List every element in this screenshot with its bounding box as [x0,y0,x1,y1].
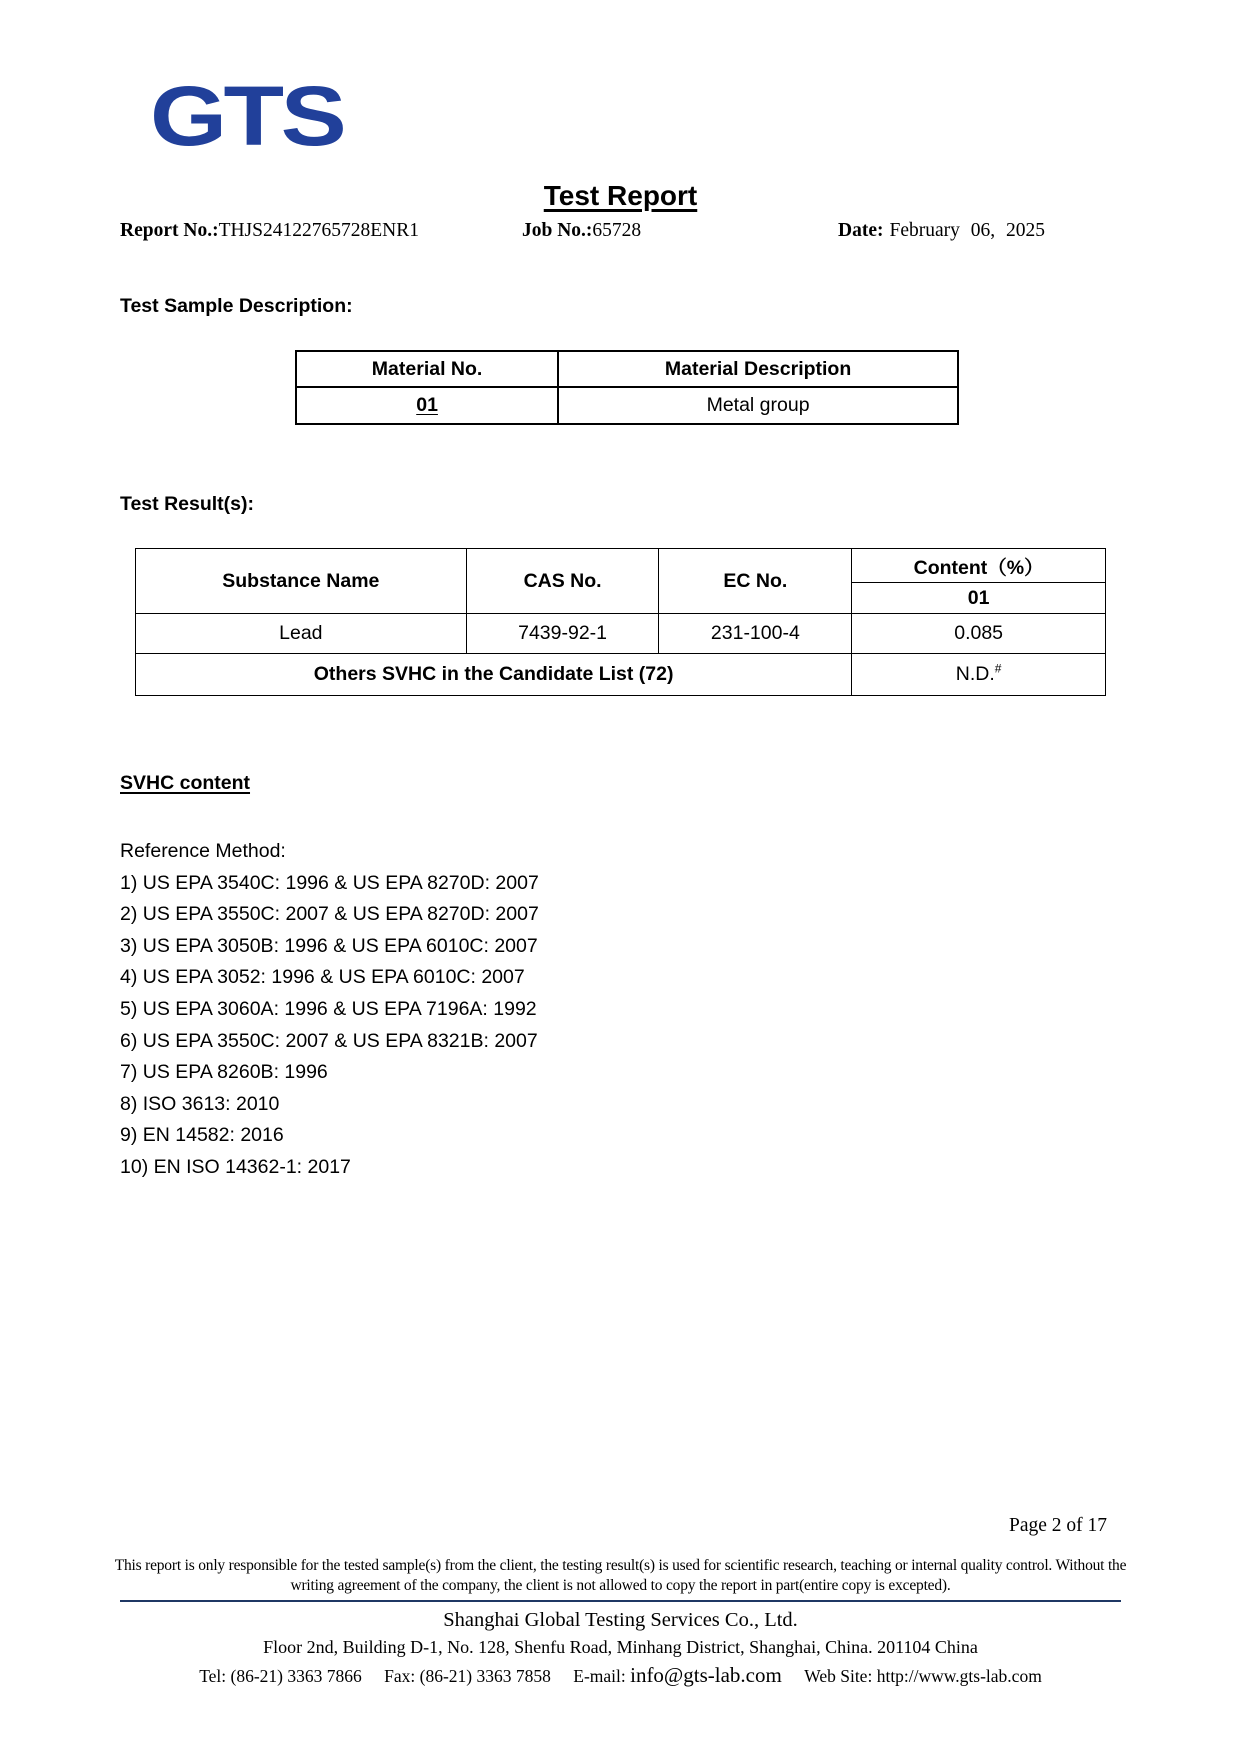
report-date-label: Date: [838,220,884,241]
footer-company-name: Shanghai Global Testing Services Co., Ltd. [443,1609,798,1631]
gts-logo: GTS [150,69,344,163]
material-description-cell: Metal group [558,387,958,424]
reference-method-item: 9) EN 14582: 2016 [120,1124,284,1147]
page-number: Page 2 of 17 [1008,1515,1107,1536]
reference-method-item: 5) US EPA 3060A: 1996 & US EPA 7196A: 1992 [120,997,537,1020]
table-row-others-svhc [136,654,1106,696]
report-meta-row [0,220,1241,250]
job-number [522,220,641,242]
content-value-cell: 0.085 [852,614,1106,654]
reference-method-item: 3) US EPA 3050B: 1996 & US EPA 6010C: 2007 [120,934,538,957]
footer-website [804,1666,1042,1686]
job-number-value: 65728 [592,220,642,241]
report-number-label: Report No.: [120,220,219,241]
footer-email-value: info@gts-lab.com [630,1663,782,1687]
ec-no-header: EC No. [659,549,852,614]
reference-method-item: 1) US EPA 3540C: 1996 & US EPA 8270D: 2007 [120,871,539,894]
reference-method-section [120,836,539,1184]
table-row [296,387,958,424]
report-date [838,220,1045,242]
footer-fax: Fax: (86-21) 3363 7858 [384,1666,551,1686]
reference-method-label: Reference Method: [120,840,286,862]
cas-no-cell: 7439-92-1 [466,614,659,654]
page-title: Test Report [543,180,698,211]
content-sample-01-header: 01 [852,583,1106,614]
test-results-heading: Test Result(s): [120,493,254,515]
footnote-marker: # [994,661,1002,676]
others-svhc-label-cell [136,654,852,696]
sample-description-table [295,350,959,425]
footer-contact-row [0,1663,1241,1688]
svhc-content-heading: SVHC content [120,772,251,794]
substance-name-cell: Lead [136,614,467,654]
material-no-value: 01 [416,394,438,416]
footer-email [573,1663,782,1687]
table-header-row [296,351,958,387]
job-number-label: Job No.: [522,220,593,241]
footer-tel: Tel: (86-21) 3363 7866 [199,1666,362,1686]
footer-address: Floor 2nd, Building D-1, No. 128, Shenfu Road, Minhang District, Shanghai, China. 201104 China [263,1637,978,1657]
material-no-cell [296,387,558,424]
content-percent-header: Content（%） [852,549,1106,583]
material-no-header: Material No. [296,351,558,387]
reference-method-item: 6) US EPA 3550C: 2007 & US EPA 8321B: 2007 [120,1029,538,1052]
material-description-header: Material Description [558,351,958,387]
footer-website-label: Web Site: [804,1666,873,1686]
reference-method-item: 8) ISO 3613: 2010 [120,1092,280,1115]
footer-email-label: E-mail: [573,1666,626,1686]
sample-description-heading: Test Sample Description: [120,295,353,317]
cas-no-header: CAS No. [466,549,659,614]
footer-divider [120,1600,1121,1602]
table-row [136,614,1106,654]
substance-name-header: Substance Name [136,549,467,614]
reference-method-item: 2) US EPA 3550C: 2007 & US EPA 8270D: 2007 [120,903,539,926]
footer-disclaimer: This report is only responsible for the tested sample(s) from the client, the testing result(s) is used for scientific research, teaching or internal quality control. Without the writing agreement of the company, the client is not allowed to copy the report in part(entire copy is excepted). [114,1557,1127,1594]
reference-method-item: 10) EN ISO 14362-1: 2017 [120,1155,351,1178]
others-svhc-value: N.D. [955,663,995,685]
reference-method-item: 7) US EPA 8260B: 1996 [120,1061,328,1084]
ec-no-cell: 231-100-4 [659,614,852,654]
test-results-table [135,548,1106,696]
reference-method-item: 4) US EPA 3052: 1996 & US EPA 6010C: 2007 [120,966,525,989]
report-number [120,220,419,242]
others-svhc-value-cell [852,654,1106,696]
table-header-row [136,549,1106,583]
report-number-value: THJS24122765728ENR1 [218,220,419,241]
others-svhc-label: Others SVHC in the Candidate List (72) [313,663,674,685]
report-date-value: February 06, 2025 [889,220,1046,241]
footer-website-value: http://www.gts-lab.com [876,1666,1042,1686]
